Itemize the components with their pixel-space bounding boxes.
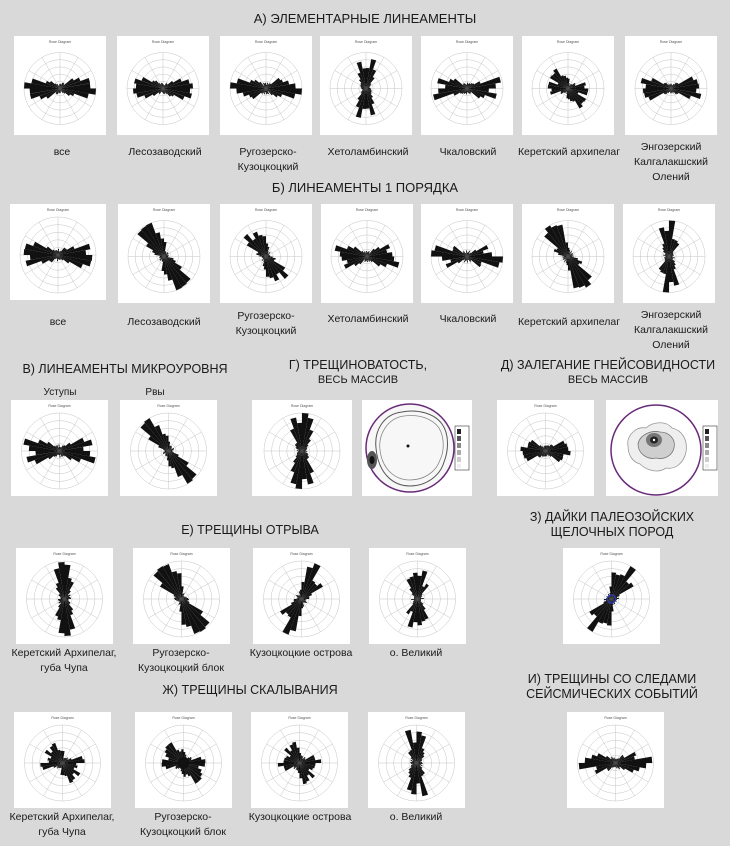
section-e-title: Е) ТРЕЩИНЫ ОТРЫВА xyxy=(181,523,319,537)
section-z-line2: ЩЕЛОЧНЫХ ПОРОД xyxy=(550,525,674,539)
rose-diagram-svg xyxy=(497,400,594,496)
grid-spoke xyxy=(150,451,169,484)
caption-zh-1: Керетский Архипелаг, губа Чупа xyxy=(9,811,115,838)
rose-e-keretsky xyxy=(16,548,113,644)
rose-zh-keretsky xyxy=(14,712,111,808)
rose-diagram-title: Rose Diagram xyxy=(254,208,278,212)
section-g-line1: Г) ТРЕЩИНОВАТОСТЬ, xyxy=(288,358,428,372)
rose-z-dykes xyxy=(563,548,660,644)
rose-a-all xyxy=(14,36,106,135)
section-v-title: В) ЛИНЕАМЕНТЫ МИКРОУРОВНЯ xyxy=(22,362,228,376)
rose-diagram-svg xyxy=(320,36,412,135)
rose-diagram-svg xyxy=(321,204,413,303)
grid-spoke xyxy=(593,566,612,599)
rose-diagram-title: Rose Diagram xyxy=(53,552,76,556)
rose-diagram-svg xyxy=(421,36,513,135)
caption-b-4: Хетоламбинский xyxy=(327,313,409,325)
section-a-title: А) ЭЛЕМЕНТАРНЫЕ ЛИНЕАМЕНТЫ xyxy=(253,11,477,26)
rose-diagram-svg xyxy=(14,36,106,135)
grid-spoke xyxy=(579,580,612,599)
rose-b-lesozavodsky xyxy=(118,204,210,303)
grid-spoke xyxy=(182,580,215,599)
rose-diagram-title: Rose Diagram xyxy=(657,208,681,212)
section-i-line2: СЕЙСМИЧЕСКИХ СОБЫТИЙ xyxy=(526,687,698,701)
stereonet-g xyxy=(362,400,472,496)
rose-b-chkalovsky xyxy=(421,204,513,303)
rose-diagram-title: Rose Diagram xyxy=(157,404,180,408)
grid-spoke xyxy=(269,580,302,599)
rose-diagram-svg xyxy=(623,204,715,303)
rose-diagram-svg xyxy=(135,712,232,808)
section-g-line2: ВЕСЬ МАССИВ xyxy=(317,374,399,386)
grid-spoke xyxy=(612,599,645,618)
rose-diagram-title: Rose Diagram xyxy=(406,552,429,556)
caption-a-7: Энгозерский Калгалакшский Олений xyxy=(633,141,709,183)
rose-diagram-svg xyxy=(625,36,717,135)
rose-e-kuzokotskie xyxy=(253,548,350,644)
rose-v-ustupy xyxy=(11,400,108,496)
label-ustupy: Уступы xyxy=(43,387,77,398)
section-z-title xyxy=(512,510,712,540)
caption-a-2: Лесозаводский xyxy=(128,146,202,158)
grid-spoke xyxy=(612,599,631,632)
rose-a-engozersky xyxy=(625,36,717,135)
rose-diagram-svg xyxy=(522,36,614,135)
caption-a-3: Ругозерско- Кузоцкоцкий xyxy=(237,146,299,173)
rose-a-rugozersko xyxy=(220,36,312,135)
rose-diagram-title: Rose Diagram xyxy=(51,716,74,720)
rose-b-rugozersko xyxy=(220,204,312,303)
rose-diagram-title: Rose Diagram xyxy=(455,40,479,44)
rose-diagram-svg xyxy=(117,36,209,135)
rose-diagram-title: Rose Diagram xyxy=(355,208,379,212)
rose-diagram-svg xyxy=(253,548,350,644)
rose-diagram-svg xyxy=(220,204,312,303)
rose-diagram-svg xyxy=(14,712,111,808)
section-i-line1: И) ТРЕЩИНЫ СО СЛЕДАМИ xyxy=(527,672,697,686)
rose-diagram-title: Rose Diagram xyxy=(556,40,580,44)
rose-diagram-svg xyxy=(563,548,660,644)
rose-diagram-svg xyxy=(133,548,230,644)
rose-diagram-title: Rose Diagram xyxy=(354,40,378,44)
rose-diagram-title: Rose Diagram xyxy=(152,208,176,212)
rose-center-disc xyxy=(178,757,190,769)
rose-zh-rugozersko xyxy=(135,712,232,808)
rose-diagram-title: Rose Diagram xyxy=(290,404,314,408)
rose-a-keretsky xyxy=(522,36,614,135)
rose-diagram-svg xyxy=(421,204,513,303)
label-rvy: Рвы xyxy=(145,387,165,398)
rose-diagram-svg xyxy=(16,548,113,644)
grid-spoke xyxy=(149,599,182,618)
caption-e-3: Кузоцкоцкие острова xyxy=(249,647,353,659)
rose-a-chkalovsky xyxy=(421,36,513,135)
rose-g-fracturing xyxy=(252,400,352,496)
caption-a-4: Хетоламбинский xyxy=(327,146,409,158)
section-d-title xyxy=(490,358,726,388)
rose-diagram-title: Rose Diagram xyxy=(290,552,313,556)
rose-diagram-svg xyxy=(252,400,352,496)
rose-diagram-svg xyxy=(220,36,312,135)
caption-zh-3: Кузоцкоцкие острова xyxy=(248,811,352,823)
section-z-line1: З) ДАЙКИ ПАЛЕОЗОЙСКИХ xyxy=(529,510,695,524)
caption-a-6: Керетский архипелаг xyxy=(517,146,621,158)
rose-diagram-svg xyxy=(118,204,210,303)
caption-b-6: Керетский архипелаг xyxy=(517,316,621,328)
grid-spoke xyxy=(163,599,182,632)
caption-a-5: Чкаловский xyxy=(439,146,497,158)
rose-a-khetolambinsky xyxy=(320,36,412,135)
caption-e-4: о. Великий xyxy=(389,647,443,659)
rose-d-gneissosity xyxy=(497,400,594,496)
rose-diagram-title: Rose Diagram xyxy=(48,40,72,44)
rose-i-seismic xyxy=(567,712,664,808)
rose-b-all xyxy=(10,204,106,300)
grid-spoke xyxy=(182,566,201,599)
caption-b-1: все xyxy=(49,316,67,328)
rose-diagram-title: Rose Diagram xyxy=(48,404,71,408)
rose-zh-kuzokotskie xyxy=(251,712,348,808)
caption-e-1: Керетский Архипелаг, губа Чупа xyxy=(11,647,117,674)
section-g-title xyxy=(268,358,448,388)
section-i-title xyxy=(512,672,712,702)
section-d-line1: Д) ЗАЛЕГАНИЕ ГНЕЙСОВИДНОСТИ xyxy=(500,358,716,372)
rose-diagram-title: Rose Diagram xyxy=(659,40,683,44)
rose-e-velikiy xyxy=(369,548,466,644)
caption-zh-4: о. Великий xyxy=(389,811,443,823)
caption-b-3: Ругозерско- Кузоцкоцкий xyxy=(235,310,297,337)
grid-spoke xyxy=(302,599,335,618)
rose-diagram-svg xyxy=(567,712,664,808)
caption-b-5: Чкаловский xyxy=(439,313,497,325)
rose-diagram-title: Rose Diagram xyxy=(254,40,278,44)
rose-b-khetolambinsky xyxy=(321,204,413,303)
caption-e-2: Ругозерско- Кузоцкоцкий блок xyxy=(138,647,224,674)
grid-spoke xyxy=(302,599,321,632)
rose-diagram-title: Rose Diagram xyxy=(172,716,195,720)
rose-diagram-title: Rose Diagram xyxy=(600,552,623,556)
section-d-line2: ВЕСЬ МАССИВ xyxy=(567,374,649,386)
rose-diagram-svg xyxy=(11,400,108,496)
rose-a-lesozavodsky xyxy=(117,36,209,135)
rose-diagram-title: Rose Diagram xyxy=(46,208,70,212)
caption-b-7: Энгозерский Калгалакшский Олений xyxy=(633,309,709,351)
section-zh-title: Ж) ТРЕЩИНЫ СКАЛЫВАНИЯ xyxy=(162,683,338,697)
rose-e-rugozersko xyxy=(133,548,230,644)
rose-diagram-title: Rose Diagram xyxy=(534,404,557,408)
rose-diagram-svg xyxy=(369,548,466,644)
rose-diagram-svg xyxy=(368,712,465,808)
rose-b-engozersky xyxy=(623,204,715,303)
rose-diagram-svg xyxy=(251,712,348,808)
section-b-title: Б) ЛИНЕАМЕНТЫ 1 ПОРЯДКА xyxy=(271,180,459,195)
rose-diagram-title: Rose Diagram xyxy=(556,208,580,212)
rose-v-rvy xyxy=(120,400,217,496)
rose-diagram-title: Rose Diagram xyxy=(455,208,479,212)
rose-zh-velikiy xyxy=(368,712,465,808)
caption-b-2: Лесозаводский xyxy=(127,316,201,328)
rose-diagram-title: Rose Diagram xyxy=(170,552,193,556)
rose-diagram-title: Rose Diagram xyxy=(288,716,311,720)
grid-spoke xyxy=(169,418,188,451)
rose-diagram-title: Rose Diagram xyxy=(604,716,627,720)
grid-spoke xyxy=(283,566,302,599)
rose-diagram-title: Rose Diagram xyxy=(405,716,428,720)
rose-diagram-svg xyxy=(120,400,217,496)
rose-diagram-title: Rose Diagram xyxy=(151,40,175,44)
stereonet-d xyxy=(606,400,718,496)
rose-diagram-svg xyxy=(522,204,614,303)
rose-b-keretsky xyxy=(522,204,614,303)
caption-a-1: все xyxy=(53,146,71,158)
grid-spoke xyxy=(136,451,169,470)
rose-diagram-svg xyxy=(10,204,106,300)
grid-spoke xyxy=(169,432,202,451)
caption-zh-2: Ругозерско- Кузоцкоцкий блок xyxy=(140,811,226,838)
